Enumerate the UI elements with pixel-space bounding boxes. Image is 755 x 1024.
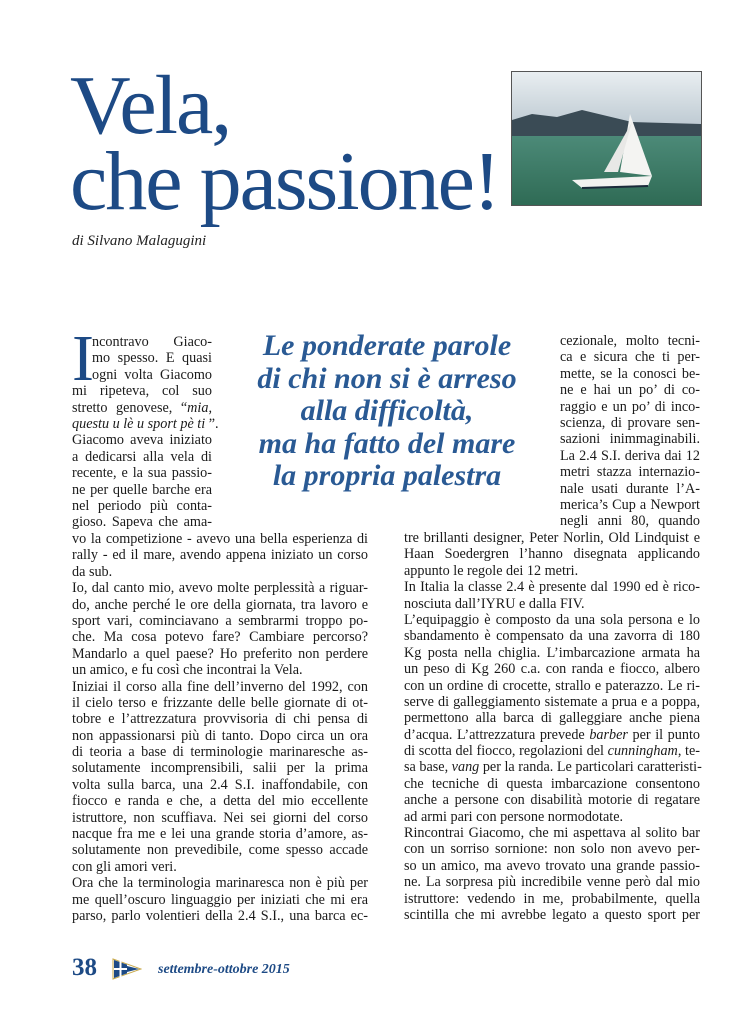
text-line [560, 415, 700, 431]
italic-text: barber [589, 726, 628, 743]
text: il cielo terso e frizzante delle belle giornate di ot- [72, 694, 368, 711]
text-line [404, 612, 700, 628]
pull-quote-line: Le ponderate parole [262, 329, 512, 362]
text: un peso di Kg 260 c.a. con randa e fiocco, albero [404, 661, 700, 678]
text-line [404, 759, 700, 775]
text-line [72, 498, 212, 514]
text: con un ordine di crocette, strallo e paterazzo. Le ri- [404, 677, 700, 694]
text-line [72, 482, 212, 498]
text: per la randa. Le particolari caratteristi- [479, 759, 702, 776]
text: nosciuta dall’IYRU e dalla FIV. [404, 595, 585, 612]
text: fiocco e randa e che, a detta del mio eccellente [72, 793, 368, 810]
text: solutamente non prevedibile, come spesso accade [72, 842, 368, 859]
text: Rincontrai Giacomo, che mi aspettava al solito bar [404, 825, 700, 842]
left-column [72, 531, 368, 924]
text-line [560, 333, 700, 349]
text-line [560, 497, 700, 513]
text: ad armi pari con persone normodotate. [404, 808, 624, 825]
text-line [72, 465, 212, 481]
text-line [560, 399, 700, 415]
text-line [92, 334, 212, 350]
text: serve di galleggiamento sistemate a prua e a poppa, [404, 693, 700, 710]
text: mo spesso. E quasi [92, 350, 212, 367]
text-line [72, 810, 368, 826]
text: di teoria a base di terminologie marinaresche as- [72, 744, 368, 761]
text-line [404, 841, 700, 857]
pull-quote [232, 330, 542, 493]
text-line [72, 629, 368, 645]
text: raggio e un po’ di inco- [560, 398, 700, 415]
text-line [404, 809, 700, 825]
text-line [404, 645, 700, 661]
text: so un amico, ma avevo trovato una grande passio- [404, 857, 700, 874]
text: con gli amori veri. [72, 858, 177, 875]
text-line [92, 367, 212, 383]
text-line [404, 563, 700, 579]
text-line [72, 842, 368, 858]
text: sbandamento è compensato da una zavorra di 180 [404, 628, 700, 645]
text: a dedicarsi alla vela di [72, 448, 212, 465]
text: tre brillanti designer, Peter Norlin, Old Lindquist e [404, 530, 700, 546]
text: Mandarlo a quel paese? Ho preferito non perdere [72, 645, 368, 662]
italic-text: cunningham [607, 743, 678, 760]
text: sa base, [404, 759, 452, 776]
text: solutamente incomprensibili, salii per la prima [72, 760, 368, 777]
article-title-line-1: Vela, [70, 59, 231, 152]
pull-quote-line: alla difficoltà, [300, 394, 474, 428]
text-line [92, 350, 212, 366]
right-column-narrow [560, 333, 700, 530]
text-line [72, 908, 368, 924]
text: sazioni inimmaginabili. [560, 431, 700, 448]
text: non appassionarsi più di tanto. Dopo circa un ora [72, 727, 368, 744]
text-line [72, 859, 368, 875]
text-line [404, 891, 700, 907]
text-line [72, 547, 368, 563]
text: parso, parlo volentieri della 2.4 S.I., una barca ec- [72, 907, 368, 924]
italic-text: mia, [187, 399, 212, 416]
pull-quote-line: di chi non si è arreso [257, 361, 517, 395]
text-line [560, 366, 700, 382]
text-line [72, 892, 368, 908]
text-line [72, 826, 368, 842]
text: d’acqua. L’attrezzatura prevede [404, 726, 590, 743]
text-line [72, 564, 368, 580]
text: negli anni 80, quando [560, 513, 700, 530]
text-line [72, 613, 368, 629]
text: che tecniche di questa imbarcazione consentono [404, 775, 700, 792]
text: scintilla che mi avrebbe legato a questo sport per [404, 906, 700, 923]
text: ne. La sorpresa più incredibile venne però dal mio [404, 874, 700, 891]
text: ca e sicura che ti per- [560, 349, 700, 366]
text-line [72, 400, 212, 416]
text: Ora che la terminologia marinaresca non è più per [72, 875, 368, 892]
text-line [72, 875, 368, 891]
text: merica’s Cup a Newport [560, 496, 700, 513]
drop-cap: I [72, 322, 94, 395]
text: cezionale, molto tecni- [560, 333, 700, 349]
text-line [404, 792, 700, 808]
text-line [560, 464, 700, 480]
text-line [404, 825, 700, 841]
text: che. Ma cosa potevo fare? Cambiare percorso? [72, 629, 368, 646]
text: L’equipaggio è composto da una sola persona e lo [404, 611, 700, 628]
text: , te- [677, 743, 700, 760]
text-line [404, 858, 700, 874]
text: In Italia la classe 2.4 è presente dal 1990 ed è rico- [404, 579, 700, 596]
left-column-narrow [72, 322, 219, 531]
article-author: di Silvano Malagugini [72, 233, 207, 249]
text: Giacomo aveva iniziato [72, 432, 212, 449]
text-line [404, 727, 700, 743]
text: ”. [205, 415, 219, 432]
text: do, anche perché le ore della giornata, tra lavoro e [72, 596, 368, 613]
text-line [404, 678, 700, 694]
text: rally - ed il mare, avendo appena iniziato un corso [72, 547, 368, 564]
text-line [72, 679, 368, 695]
text-line [404, 661, 700, 677]
text: di scotta del fiocco, regolazioni del [404, 743, 608, 760]
text-line [72, 597, 368, 613]
text: ne per quelle barche era [72, 481, 212, 498]
text-line [560, 448, 700, 464]
text: da sub. [72, 563, 113, 580]
text-line [404, 628, 700, 644]
text-line [404, 907, 700, 923]
text-line [72, 432, 212, 448]
text: Kg posta nella chiglia. L’imbarcazione armata ha [404, 644, 700, 661]
text-line [72, 728, 368, 744]
text-line [560, 431, 700, 447]
text: istruttore: vedendo in me, probabilmente, quella [404, 890, 700, 907]
text-line [72, 531, 368, 547]
text: istruttore, non scuffiava. Nei sei giorni del corso [72, 809, 368, 826]
text-line [72, 449, 212, 465]
right-column [404, 530, 700, 923]
text-line [72, 744, 368, 760]
text-line [72, 415, 219, 432]
text: ogni volta Giacomo [92, 366, 212, 383]
text-line [72, 662, 368, 678]
text: La 2.4 S.I. deriva dai 12 [560, 447, 700, 464]
text: vo la competizione - avevo una bella esperienza di [72, 531, 368, 547]
italic-text: vang [451, 759, 480, 776]
text-line [404, 874, 700, 890]
text: Iniziai il corso alla fine dell’inverno del 1992, con [72, 678, 368, 695]
article-title-line-2: che passione! [70, 135, 499, 228]
text: mette, se la conosci be- [560, 365, 700, 382]
sailboat-photo [511, 71, 702, 206]
text-line [404, 579, 700, 595]
text: per il punto [627, 726, 700, 743]
text: me quell’oscuro linguaggio per iniziati che mi era [72, 891, 368, 908]
text: permettono alla barca di galleggiare anche piena [404, 710, 700, 727]
text: un amico, e fu così che incontrai la Vela. [72, 662, 303, 679]
text-line [560, 349, 700, 365]
text: nacque fra me e lei una grande storia d’amore, as- [72, 826, 368, 843]
text-line [560, 382, 700, 398]
text-line [404, 596, 700, 612]
page-number: 38 [72, 954, 97, 981]
text-line [404, 546, 700, 562]
text: nale usati durante l’A- [560, 480, 700, 497]
text: stretto genovese, “ [72, 399, 188, 416]
text-line [404, 710, 700, 726]
text: ne e hai un po’ di co- [560, 382, 700, 399]
text: mi ripeteva, col suo [72, 383, 212, 400]
text: nel periodo più conta- [72, 497, 212, 514]
text-line [72, 760, 368, 776]
text-line [72, 383, 212, 399]
text-line [404, 776, 700, 792]
text: recente, e la sua passio- [72, 465, 212, 482]
text-line [72, 793, 368, 809]
text-line [72, 580, 368, 596]
text: tobre e l’attrezzatura provvisoria di chi pensa di [72, 711, 368, 728]
text-line [404, 530, 700, 546]
text: con un sorriso sornione: non solo non avevo per- [404, 841, 700, 858]
pennant-icon [112, 958, 142, 984]
text: Haan Soedergren l’hanno disegnata applicando [404, 546, 700, 563]
text-line [560, 481, 700, 497]
text-line [72, 514, 212, 530]
text-line [404, 743, 700, 759]
text-line [560, 513, 700, 529]
text-line [404, 694, 700, 710]
text-line [72, 646, 368, 662]
text: gioso. Sapeva che ama- [72, 514, 212, 531]
pull-quote-line: la propria palestra [272, 459, 502, 493]
issue-date: settembre-ottobre 2015 [158, 962, 290, 977]
pull-quote-line: ma ha fatto del mare [258, 426, 516, 460]
text: anche a persone con disabilità motorie di regatare [404, 792, 700, 809]
text: sport vari, cominciavano a sembrarmi troppo po- [72, 612, 368, 629]
text: appunto le regole dei 12 metri. [404, 562, 579, 579]
text-line [72, 695, 368, 711]
text: ncontravo Giaco- [92, 334, 212, 350]
text: metri stazza internazio- [560, 464, 700, 481]
text-line [72, 711, 368, 727]
text: scienza, di provare sen- [560, 414, 700, 431]
text: Io, dal canto mio, avevo molte perplessità a riguar- [72, 580, 368, 597]
text-line [72, 777, 368, 793]
italic-text: questu u lè u sport pè ti [72, 415, 206, 432]
text: volta sulla barca, una 2.4 S.I. inaffondabile, con [72, 776, 368, 793]
